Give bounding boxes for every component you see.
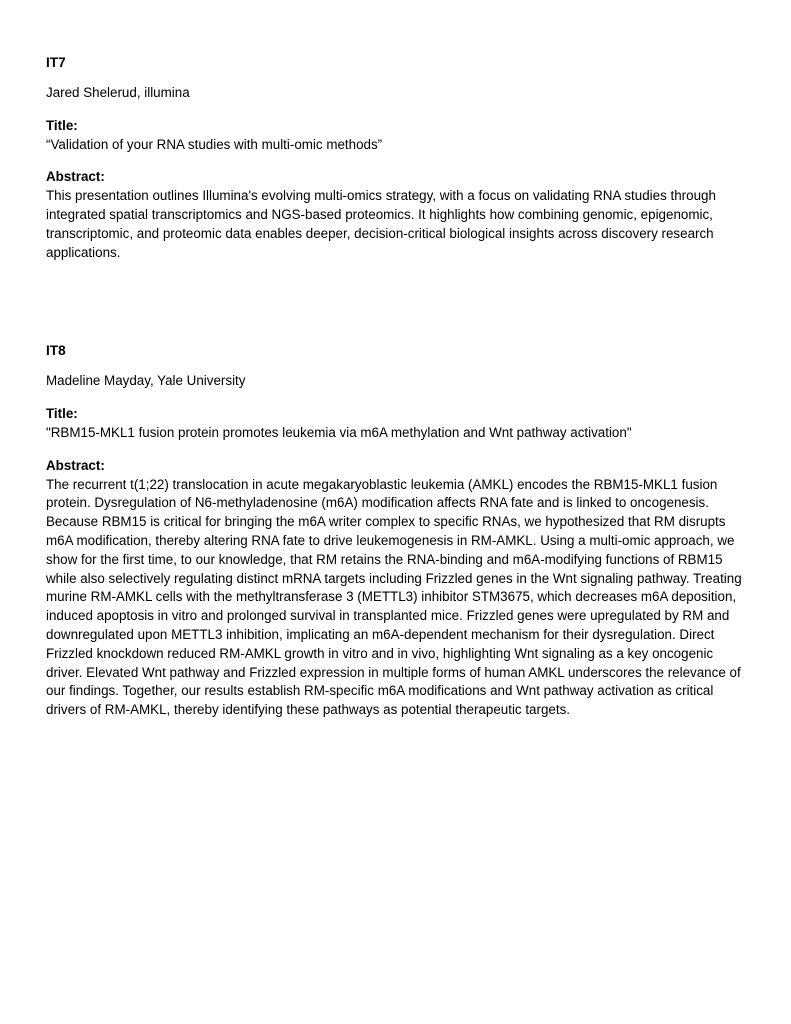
abstract-block: [46, 168, 746, 262]
session-entry-it8: [46, 344, 746, 720]
speaker-affiliation: Madeline Mayday, Yale University: [46, 373, 246, 389]
session-id-heading: IT7: [46, 55, 66, 70]
abstract-text: The recurrent t(1;22) translocation in acute megakaryoblastic leukemia (AMKL) encodes the RBM15-MKL1 fusion protein. Dysregulation of N6-methyladenosine (m6A) modification affects RNA fate and is linked to oncogenesis. Because RBM15 is critical for bringing the m6A writer complex to specific RNAs, we hypothesized that RM disrupts m6A modification, thereby altering RNA fate to drive leukemogenesis in RM-AMKL. Using a multi-omic approach, we show for the first time, to our knowledge, that RM retains the RNA-binding and m6A-modifying functions of RBM15 while also selectively regulating distinct mRNA targets including Frizzled genes in the Wnt signaling pathway. Treating murine RM-AMKL cells with the methyltransferase 3 (METTL3) inhibitor STM3675, which decreases m6A deposition, induced apoptosis in vitro and prolonged survival in transplanted mice. Frizzled genes were upregulated by RM and downregulated upon METTL3 inhibition, implicating an m6A-dependent mechanism for their dysregulation. Direct Frizzled knockdown reduced RM-AMKL growth in vitro and in vivo, highlighting Wnt signaling as a key oncogenic driver. Elevated Wnt pathway and Frizzled expression in multiple forms of human AMKL underscores the relevance of our findings. Together, our results establish RM-specific m6A modifications and Wnt pathway activation as critical drivers of RM-AMKL, thereby identifying these pathways as potential therapeutic targets.: [46, 476, 742, 718]
abstract-block: [46, 457, 746, 720]
session-title: "RBM15-MKL1 fusion protein promotes leukemia via m6A methylation and Wnt pathway activation": [46, 424, 632, 440]
session-title: “Validation of your RNA studies with multi-omic methods”: [46, 136, 383, 152]
speaker-affiliation: Jared Shelerud, illumina: [46, 85, 190, 100]
title-label: Title:: [46, 406, 78, 422]
title-label: Title:: [46, 117, 78, 133]
abstract-text: This presentation outlines Illumina's evolving multi-omics strategy, with a focus on validating RNA studies through integrated spatial transcriptomics and NGS-based proteomics. It highlights how combining genomic, epigenomic, transcriptomic, and proteomic data enables deeper, decision-critical biological insights across discovery research applications.: [46, 188, 716, 260]
abstract-label: Abstract:: [46, 457, 105, 473]
title-block: [46, 405, 746, 443]
session-id-heading: IT8: [46, 343, 66, 359]
title-block: [46, 117, 746, 155]
session-entry-it7: [46, 56, 746, 262]
abstract-label: Abstract:: [46, 169, 105, 185]
